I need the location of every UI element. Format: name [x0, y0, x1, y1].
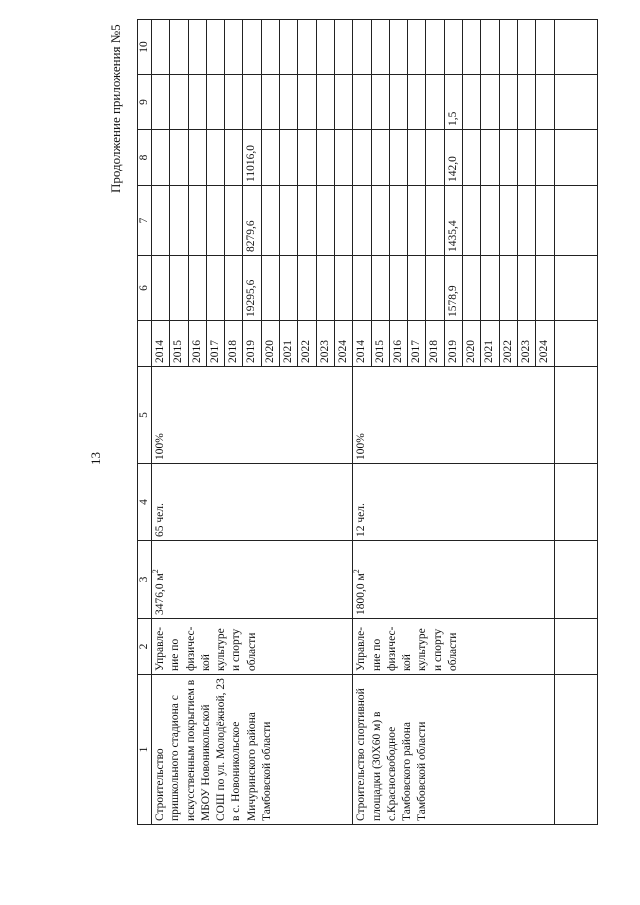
- header-row: [138, 20, 152, 825]
- value-cell-c10: [170, 20, 188, 75]
- table-body: [152, 20, 598, 825]
- value-cell-c8: [261, 130, 279, 186]
- value-cell-c6: [188, 256, 206, 321]
- value-cell-c9: [536, 75, 554, 130]
- value-cell-c7: [225, 186, 243, 256]
- value-cell-c7: [298, 186, 316, 256]
- readiness-percent: 100%: [152, 367, 353, 464]
- col-header-4: 4: [138, 464, 152, 541]
- col-header-3: 3: [138, 541, 152, 619]
- empty-cell: [554, 321, 597, 367]
- value-cell-c8: [389, 130, 407, 186]
- value-cell-c9: [371, 75, 389, 130]
- value-cell-c7: 8279,6: [243, 186, 261, 256]
- value-cell-c8: [371, 130, 389, 186]
- value-cell-c6: [334, 256, 352, 321]
- value-cell-c6: [426, 256, 444, 321]
- value-cell-c7: [316, 186, 334, 256]
- value-cell-c6: [408, 256, 426, 321]
- capacity-area: [152, 541, 353, 619]
- area-value: 3476,0 м: [154, 573, 166, 615]
- capacity-area: [353, 541, 554, 619]
- value-cell-c8: [170, 130, 188, 186]
- value-cell-c7: [517, 186, 535, 256]
- value-cell-c8: [152, 130, 170, 186]
- value-cell-c9: [334, 75, 352, 130]
- appendix-label: Продолжение приложения №5: [108, 24, 123, 193]
- value-cell-c6: [499, 256, 517, 321]
- value-cell-c10: [463, 20, 481, 75]
- empty-cell: [554, 541, 597, 619]
- value-cell-c9: [389, 75, 407, 130]
- table-row: [152, 20, 170, 825]
- value-cell-c10: [261, 20, 279, 75]
- value-cell-c9: [280, 75, 298, 130]
- col-header-10: 10: [138, 20, 152, 75]
- value-cell-c7: [408, 186, 426, 256]
- value-cell-c9: 1,5: [444, 75, 462, 130]
- year-cell: 2016: [389, 321, 407, 367]
- value-cell-c6: [536, 256, 554, 321]
- value-cell-c10: [371, 20, 389, 75]
- col-header-8: 8: [138, 130, 152, 186]
- value-cell-c7: [371, 186, 389, 256]
- value-cell-c6: [316, 256, 334, 321]
- value-cell-c10: [298, 20, 316, 75]
- year-cell: 2020: [261, 321, 279, 367]
- value-cell-c8: [536, 130, 554, 186]
- value-cell-c10: [389, 20, 407, 75]
- year-cell: 2024: [334, 321, 352, 367]
- col-header-9: 9: [138, 75, 152, 130]
- value-cell-c8: [316, 130, 334, 186]
- value-cell-c8: [225, 130, 243, 186]
- empty-cell: [554, 75, 597, 130]
- empty-cell: [554, 464, 597, 541]
- value-cell-c6: 19295,6: [243, 256, 261, 321]
- value-cell-c9: [426, 75, 444, 130]
- year-cell: 2021: [280, 321, 298, 367]
- col-header-5: 5: [138, 367, 152, 464]
- value-cell-c6: [298, 256, 316, 321]
- value-cell-c7: [536, 186, 554, 256]
- project-name: Строительство пришкольного стадиона с искусственным покрытием в МБОУ Новоникольской СОШ по ул. Молодёжной, 23 в с. Новоникольское Мичуринского района Тамбовской области: [152, 675, 353, 825]
- value-cell-c9: [188, 75, 206, 130]
- area-value: 1800,0 м: [355, 573, 368, 615]
- value-cell-c10: [188, 20, 206, 75]
- value-cell-c8: [426, 130, 444, 186]
- year-cell: 2020: [463, 321, 481, 367]
- value-cell-c6: [517, 256, 535, 321]
- empty-cell: [554, 367, 597, 464]
- value-cell-c8: [353, 130, 371, 186]
- value-cell-c10: [408, 20, 426, 75]
- value-cell-c6: [280, 256, 298, 321]
- value-cell-c8: [206, 130, 224, 186]
- year-cell: 2014: [152, 321, 170, 367]
- year-cell: 2019: [243, 321, 261, 367]
- value-cell-c9: [206, 75, 224, 130]
- year-cell: 2022: [298, 321, 316, 367]
- value-cell-c9: [261, 75, 279, 130]
- empty-row: [554, 20, 597, 825]
- empty-cell: [554, 20, 597, 75]
- value-cell-c9: [463, 75, 481, 130]
- value-cell-c10: [334, 20, 352, 75]
- year-cell: 2019: [444, 321, 462, 367]
- col-header-year: [138, 321, 152, 367]
- value-cell-c7: [188, 186, 206, 256]
- value-cell-c9: [353, 75, 371, 130]
- year-cell: 2022: [499, 321, 517, 367]
- value-cell-c9: [517, 75, 535, 130]
- value-cell-c8: [481, 130, 499, 186]
- year-cell: 2015: [170, 321, 188, 367]
- area-unit-superscript: 2: [151, 569, 161, 574]
- value-cell-c7: [152, 186, 170, 256]
- value-cell-c7: [463, 186, 481, 256]
- value-cell-c10: [152, 20, 170, 75]
- value-cell-c10: [481, 20, 499, 75]
- value-cell-c6: [206, 256, 224, 321]
- value-cell-c7: [389, 186, 407, 256]
- readiness-percent: 100%: [353, 367, 554, 464]
- value-cell-c6: [261, 256, 279, 321]
- table-row: [353, 20, 371, 825]
- value-cell-c10: [444, 20, 462, 75]
- value-cell-c7: [261, 186, 279, 256]
- value-cell-c7: [426, 186, 444, 256]
- value-cell-c8: 11016,0: [243, 130, 261, 186]
- value-cell-c6: [152, 256, 170, 321]
- value-cell-c7: 1435,4: [444, 186, 462, 256]
- page-number: 13: [88, 452, 103, 465]
- year-cell: 2024: [536, 321, 554, 367]
- value-cell-c10: [225, 20, 243, 75]
- value-cell-c6: [353, 256, 371, 321]
- value-cell-c10: [426, 20, 444, 75]
- col-header-6: 6: [138, 256, 152, 321]
- people-count: 12 чел.: [353, 464, 554, 541]
- value-cell-c6: [225, 256, 243, 321]
- value-cell-c10: [316, 20, 334, 75]
- year-cell: 2023: [316, 321, 334, 367]
- year-cell: 2017: [206, 321, 224, 367]
- program-table: [137, 19, 598, 825]
- value-cell-c6: [389, 256, 407, 321]
- empty-cell: [554, 130, 597, 186]
- value-cell-c8: [408, 130, 426, 186]
- value-cell-c7: [280, 186, 298, 256]
- value-cell-c9: [298, 75, 316, 130]
- value-cell-c8: [463, 130, 481, 186]
- value-cell-c6: [170, 256, 188, 321]
- value-cell-c7: [334, 186, 352, 256]
- col-header-1: 1: [138, 675, 152, 825]
- value-cell-c10: [206, 20, 224, 75]
- value-cell-c10: [353, 20, 371, 75]
- value-cell-c10: [280, 20, 298, 75]
- value-cell-c7: [206, 186, 224, 256]
- value-cell-c8: [298, 130, 316, 186]
- empty-cell: [554, 256, 597, 321]
- value-cell-c8: [334, 130, 352, 186]
- year-cell: 2015: [371, 321, 389, 367]
- value-cell-c8: [499, 130, 517, 186]
- year-cell: 2016: [188, 321, 206, 367]
- year-cell: 2018: [225, 321, 243, 367]
- year-cell: 2014: [353, 321, 371, 367]
- responsible-org: Управле-ние по физичес-кой культуре и спорту области: [152, 619, 353, 675]
- value-cell-c10: [499, 20, 517, 75]
- empty-cell: [554, 186, 597, 256]
- project-name: Строительство спортивной площадки (30Х60 м) в с.Красносвободное Тамбовского района Тамбовской области: [353, 675, 554, 825]
- year-cell: 2021: [481, 321, 499, 367]
- people-count: 65 чел.: [152, 464, 353, 541]
- value-cell-c10: [243, 20, 261, 75]
- value-cell-c9: [499, 75, 517, 130]
- value-cell-c9: [170, 75, 188, 130]
- value-cell-c6: [481, 256, 499, 321]
- year-cell: 2018: [426, 321, 444, 367]
- responsible-org: Управле-ние по физичес-кой культуре и спорту области: [353, 619, 554, 675]
- value-cell-c7: [481, 186, 499, 256]
- value-cell-c6: 1578,9: [444, 256, 462, 321]
- year-cell: 2023: [517, 321, 535, 367]
- value-cell-c8: [517, 130, 535, 186]
- value-cell-c9: [243, 75, 261, 130]
- value-cell-c9: [225, 75, 243, 130]
- value-cell-c9: [316, 75, 334, 130]
- value-cell-c9: [408, 75, 426, 130]
- value-cell-c7: [353, 186, 371, 256]
- value-cell-c8: [188, 130, 206, 186]
- value-cell-c7: [499, 186, 517, 256]
- empty-cell: [554, 619, 597, 675]
- value-cell-c8: [280, 130, 298, 186]
- year-cell: 2017: [408, 321, 426, 367]
- value-cell-c10: [536, 20, 554, 75]
- value-cell-c10: [517, 20, 535, 75]
- area-unit-superscript: 2: [352, 569, 362, 574]
- value-cell-c7: [170, 186, 188, 256]
- empty-cell: [554, 675, 597, 825]
- value-cell-c6: [463, 256, 481, 321]
- col-header-7: 7: [138, 186, 152, 256]
- value-cell-c9: [481, 75, 499, 130]
- col-header-2: 2: [138, 619, 152, 675]
- value-cell-c8: 142,0: [444, 130, 462, 186]
- value-cell-c6: [371, 256, 389, 321]
- value-cell-c9: [152, 75, 170, 130]
